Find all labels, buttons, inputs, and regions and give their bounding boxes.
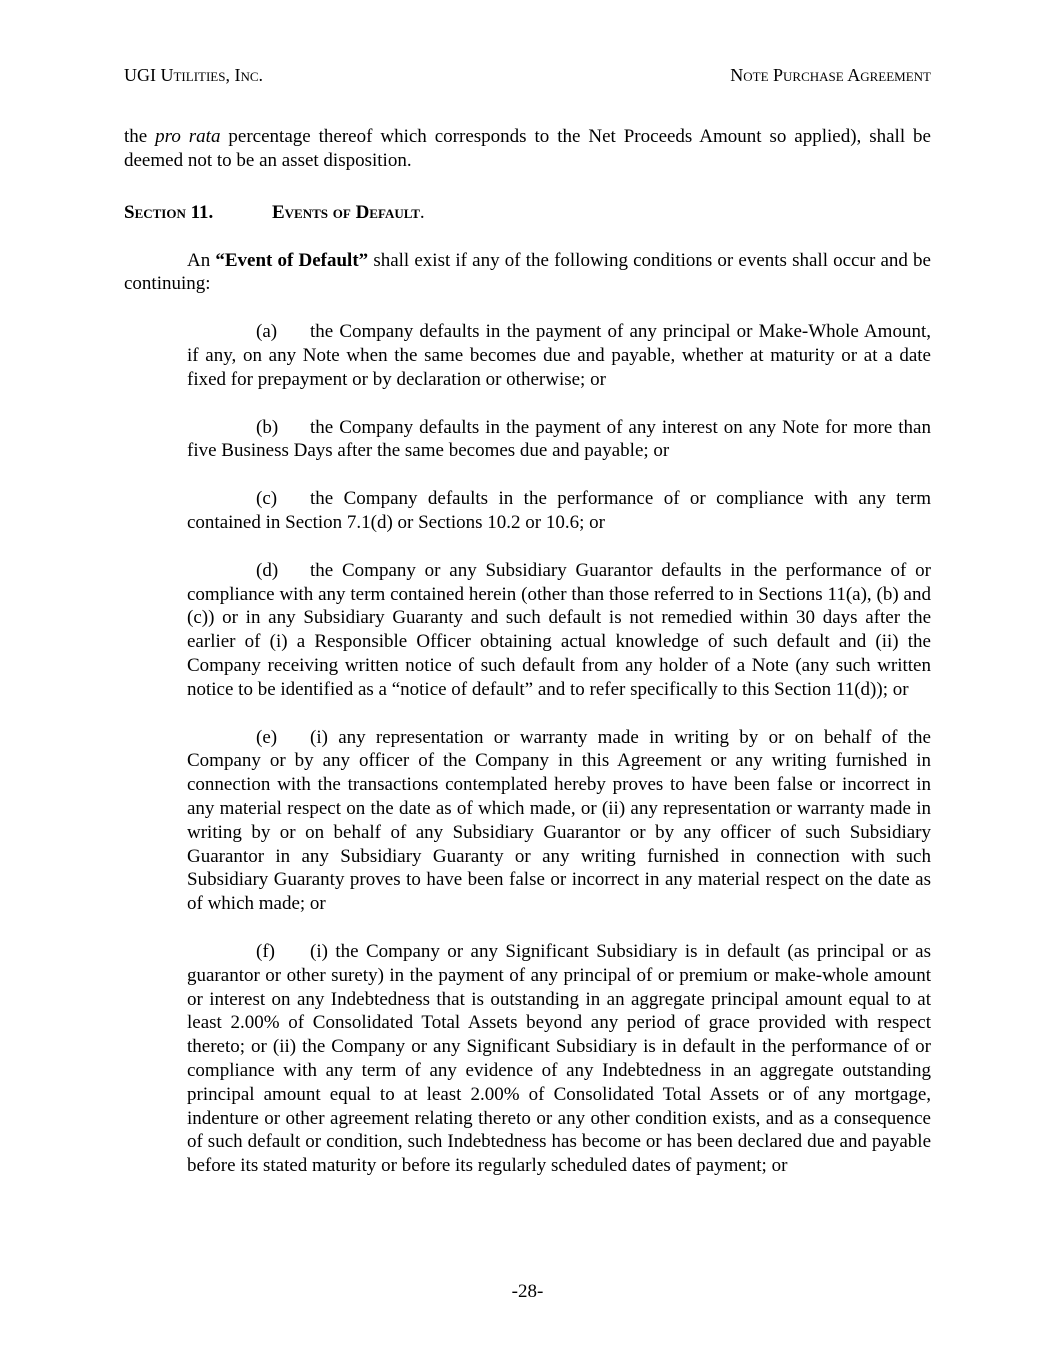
list-item (187, 487, 931, 535)
item-label: (d) (256, 559, 279, 581)
section-title (272, 201, 425, 225)
list-item (187, 416, 931, 464)
item-label: (a) (256, 321, 278, 343)
header-company-name: UGI Utilities, Inc. (124, 65, 264, 85)
item-text: (i) any representation or warranty made in writing by or on behalf of the Company or by any officer of the Company in this Agreement or any writing furnished in connection with the transactions contemplated hereby proves to have been false or incorrect in any material respect on the date as of which made, or (ii) any representation or warranty made in writing by or on behalf of any Subsidiary Guarantor or by any officer of such Subsidiary Guarantor in any Subsidiary Guaranty or any writing furnished in connection with such Subsidiary Guaranty proves to have been false or incorrect in any material respect on the date as of which made; or (187, 726, 931, 915)
document-body (124, 125, 931, 1202)
intro-italic-term: pro rata (155, 126, 221, 147)
item-label: (e) (256, 726, 278, 748)
intro-text-end: percentage thereof which corresponds to the Net Proceeds Amount so applied), shall be deemed not to be an asset disposition. (124, 126, 931, 171)
list-item (187, 940, 931, 1178)
section-number: Section 11. (124, 201, 214, 223)
lead-text-end: shall exist if any of the following conditions or events shall occur and be continuing: (124, 249, 931, 295)
defined-term: “Event of Default” (215, 249, 369, 271)
section-heading (124, 201, 931, 225)
continued-paragraph (124, 125, 931, 173)
item-text: the Company defaults in the payment of any principal or Make-Whole Amount, if any, on any Note when the same becomes due and payable, whether at maturity or at a date fixed for prepayment or by declaration or otherwise; or (187, 321, 931, 390)
list-item (187, 559, 931, 702)
section-title-period: . (419, 201, 425, 223)
lead-paragraph (124, 249, 931, 297)
item-label: (b) (256, 416, 279, 438)
list-item (187, 320, 931, 391)
section-title-text: Events of Default (272, 201, 420, 223)
item-label: (c) (256, 488, 278, 510)
lead-text-start: An (187, 249, 216, 271)
item-text: the Company defaults in the performance of or compliance with any term contained in Section 7.1(d) or Sections 10.2 or 10.6; or (187, 488, 931, 533)
item-text: (i) the Company or any Significant Subsidiary is in default (as principal or as guarantor or other surety) in the payment of any principal of or premium or make-whole amount or interest on any Indebtedness that is outstanding in an aggregate principal amount equal to at least 2.00% of Consolidated Total Assets beyond any period of grace provided with respect thereto; or (ii) the Company or any Significant Subsidiary is in default in the performance of or compliance with any term of any evidence of any Indebtedness in an aggregate outstanding principal amount equal to at least 2.00% of Consolidated Total Assets or of any mortgage, indenture or other agreement relating thereto or any other condition exists, and as a consequence of such default or condition, such Indebtedness has become or has been declared due and payable before its stated maturity or before its regularly scheduled dates of payment; or (187, 940, 931, 1177)
header-document-title: Note Purchase Agreement (730, 65, 931, 85)
item-text: the Company defaults in the payment of any interest on any Note for more than five Business Days after the same becomes due and payable; or (187, 416, 931, 462)
list-item (187, 726, 931, 916)
item-label: (f) (256, 940, 275, 962)
item-text: the Company or any Subsidiary Guarantor defaults in the performance of or compliance with any term contained herein (other than those referred to in Sections 11(a), (b) and (c)) or in any Subsidiary Guaranty and such default is not remedied within 30 days after the earlier of (i) a Responsible Officer obtaining actual knowledge of such default and (ii) the Company receiving written notice of such default from any holder of a Note (any such written notice to be identified as a “notice of default” and to refer specifically to this Section 11(d)); or (187, 559, 931, 700)
page-header (124, 64, 931, 88)
page-number: -28- (511, 1281, 544, 1302)
intro-text-start: the (124, 126, 156, 147)
